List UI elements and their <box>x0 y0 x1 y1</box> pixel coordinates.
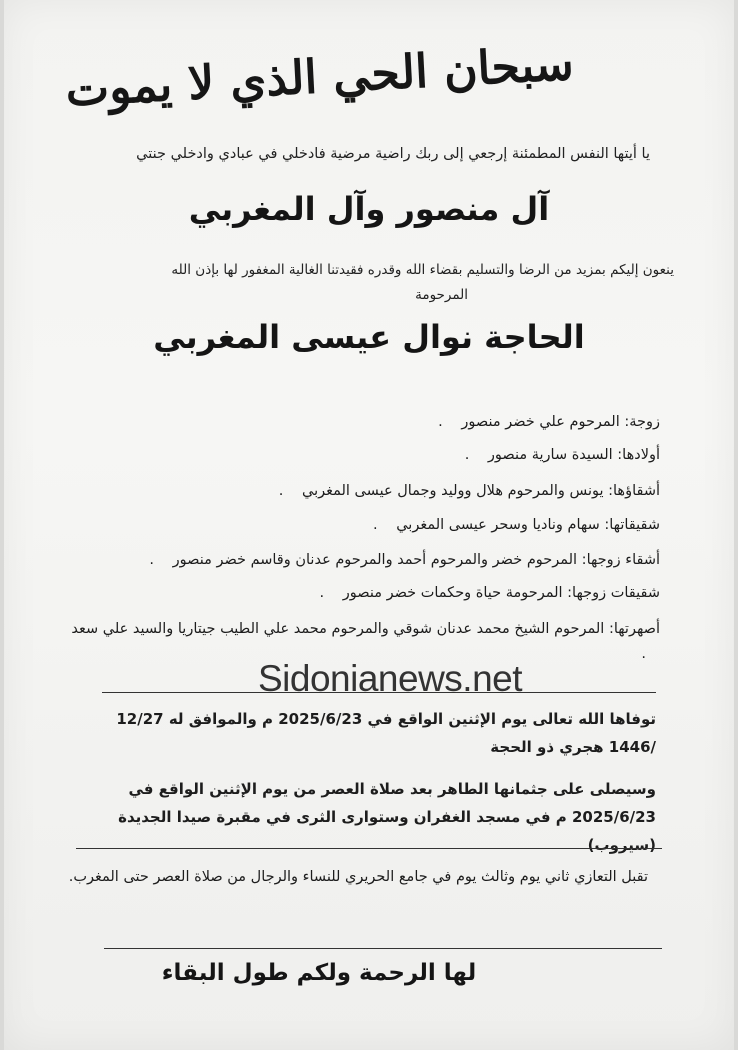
death-notice: توفاها الله تعالى يوم الإثنين الواقع في 2025/6/23 م والموافق له 12/27 /1446 هجري ذو الحجة <box>116 710 656 756</box>
relative-line <box>438 414 660 430</box>
relative-dot: . <box>438 414 443 430</box>
relative-text: شقيقات زوجها: المرحومة حياة وحكمات خضر منصور <box>342 585 660 601</box>
divider-line <box>104 948 662 949</box>
relative-text: شقيقاتها: سهام وناديا وسحر عيسى المغربي <box>396 517 660 533</box>
relative-dot: . <box>278 483 284 499</box>
condolences-notice: تقبل التعازي ثاني يوم وثالث يوم في جامع الحريري للنساء والرجال من صلاة العصر حتى المغرب. <box>68 869 648 885</box>
relative-line <box>279 483 660 499</box>
site-watermark: Sidonianews.net <box>258 658 523 699</box>
relative-text: أولادها: السيدة سارية منصور <box>487 447 660 463</box>
relative-dot: . <box>464 447 470 463</box>
relative-dot: . <box>319 585 325 601</box>
relative-dot: . <box>372 517 378 533</box>
intro-line-2: المرحومة <box>415 287 468 303</box>
relative-text: زوجة: المرحوم علي خضر منصور <box>461 414 660 430</box>
closing-phrase: لها الرحمة ولكم طول البقاء <box>161 960 477 986</box>
intro-text <box>171 258 674 308</box>
deceased-name: الحاجة نوال عيسى المغربي <box>153 318 585 356</box>
quran-verse: يا أيتها النفس المطمئنة إرجعي إلى ربك راضية مرضية فادخلي في عبادي وادخلي جنتي <box>136 146 650 162</box>
relative-text: أصهرتها: المرحوم الشيخ محمد عدنان شوقي والمرحوم محمد علي الطيب جيتاريا والسيد علي سعد <box>71 621 660 637</box>
relative-line <box>149 552 660 568</box>
families-title: آل منصور وآل المغربي <box>188 190 550 228</box>
relative-dot: . <box>149 552 155 568</box>
divider-line <box>76 848 662 849</box>
calligraphy-header: سبحان الحي الذي لا يموت <box>64 36 575 117</box>
relative-dot: . <box>641 646 646 662</box>
relative-line <box>465 447 660 463</box>
relative-text: أشقاء زوجها: المرحوم خضر والمرحوم أحمد والمرحوم عدنان وقاسم خضر منصور <box>172 552 660 568</box>
intro-line-1: ينعون إليكم بمزيد من الرضا والتسليم بقضاء الله وقدره فقيدتنا الغالية المغفور لها بإذن الله <box>171 262 674 278</box>
relative-text: أشقاؤها: يونس والمرحوم هلال ووليد وجمال عيسى المغربي <box>302 483 660 499</box>
relative-line <box>373 517 660 533</box>
funeral-notice: وسيصلى على جثمانها الطاهر بعد صلاة العصر من يوم الإثنين الواقع في 2025/6/23 م في مسجد الغفران وستوارى الثرى في مقبرة صيدا الجديدة (سيروب) <box>118 780 656 854</box>
relative-line <box>320 585 660 601</box>
divider-line <box>102 692 656 693</box>
obituary-sheet <box>4 0 734 1050</box>
